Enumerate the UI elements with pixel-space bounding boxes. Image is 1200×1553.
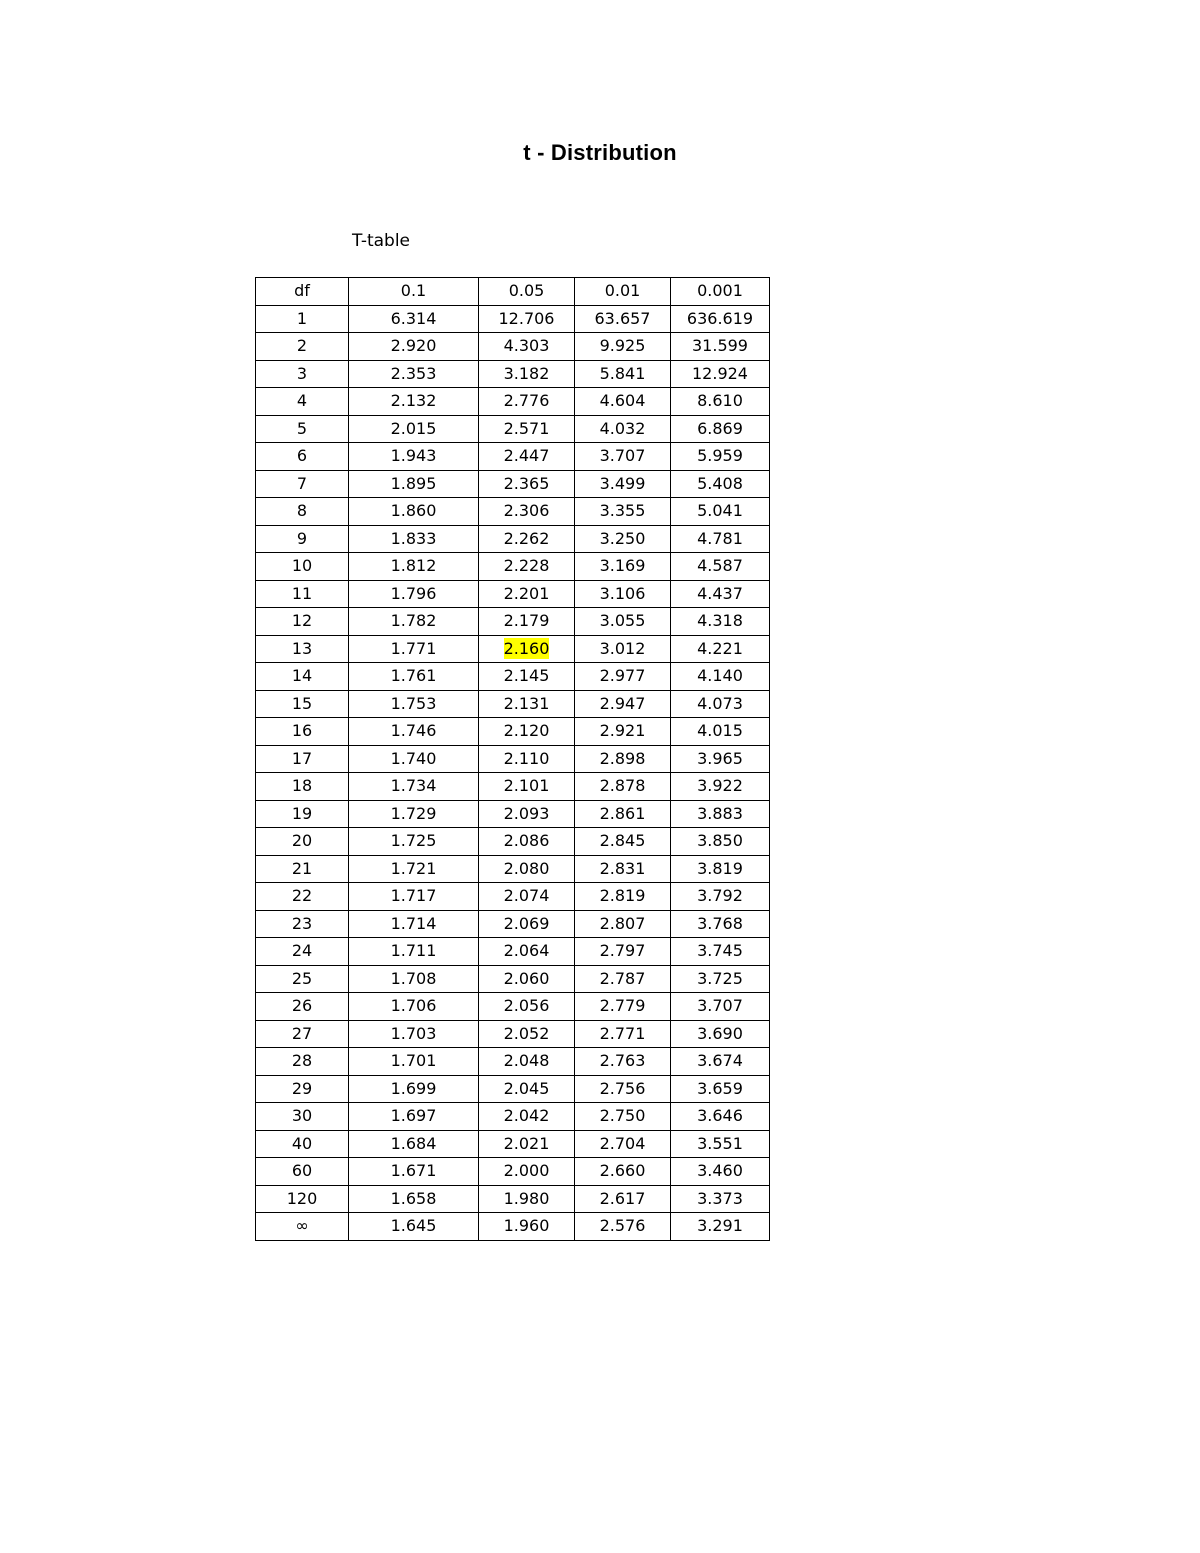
df-cell: 15 [256, 690, 349, 718]
value-cell: 1.860 [349, 498, 479, 526]
table-row [256, 690, 770, 718]
value-cell: 2.145 [479, 663, 575, 691]
df-cell: 28 [256, 1048, 349, 1076]
table-row [256, 883, 770, 911]
df-cell: 12 [256, 608, 349, 636]
value-cell: 4.032 [575, 415, 671, 443]
value-cell: 2.977 [575, 663, 671, 691]
value-cell: 2.750 [575, 1103, 671, 1131]
value-cell: 4.781 [671, 525, 770, 553]
df-cell: 11 [256, 580, 349, 608]
value-cell: 2.228 [479, 553, 575, 581]
value-cell: 2.353 [349, 360, 479, 388]
df-cell: 21 [256, 855, 349, 883]
df-cell: 60 [256, 1158, 349, 1186]
value-cell: 2.000 [479, 1158, 575, 1186]
value-cell: 4.587 [671, 553, 770, 581]
df-cell: 18 [256, 773, 349, 801]
value-cell: 2.845 [575, 828, 671, 856]
value-cell: 2.120 [479, 718, 575, 746]
value-cell: 3.745 [671, 938, 770, 966]
table-row [256, 938, 770, 966]
df-cell: 26 [256, 993, 349, 1021]
table-row [256, 800, 770, 828]
value-cell: 6.314 [349, 305, 479, 333]
df-cell: 1 [256, 305, 349, 333]
value-cell: 2.617 [575, 1185, 671, 1213]
value-cell: 3.707 [575, 443, 671, 471]
value-cell: 2.101 [479, 773, 575, 801]
value-cell: 3.169 [575, 553, 671, 581]
value-cell: 2.056 [479, 993, 575, 1021]
value-cell: 1.708 [349, 965, 479, 993]
value-cell: 2.898 [575, 745, 671, 773]
header-alpha-0.1: 0.1 [349, 278, 479, 306]
table-row [256, 965, 770, 993]
value-cell: 1.734 [349, 773, 479, 801]
df-cell: 120 [256, 1185, 349, 1213]
value-cell: 2.947 [575, 690, 671, 718]
value-cell: 2.776 [479, 388, 575, 416]
value-cell: 4.604 [575, 388, 671, 416]
value-cell: 5.041 [671, 498, 770, 526]
value-cell: 2.365 [479, 470, 575, 498]
value-cell: 2.069 [479, 910, 575, 938]
df-cell: 9 [256, 525, 349, 553]
value-cell: 3.055 [575, 608, 671, 636]
value-cell: 2.201 [479, 580, 575, 608]
highlighted-value: 2.160 [503, 638, 550, 658]
value-cell: 1.753 [349, 690, 479, 718]
table-row [256, 1213, 770, 1241]
value-cell: 1.761 [349, 663, 479, 691]
value-cell: 3.690 [671, 1020, 770, 1048]
value-cell: 1.980 [479, 1185, 575, 1213]
df-cell: 40 [256, 1130, 349, 1158]
table-row [256, 635, 770, 663]
value-cell: 2.052 [479, 1020, 575, 1048]
value-cell: 1.833 [349, 525, 479, 553]
df-cell: 29 [256, 1075, 349, 1103]
table-body [256, 278, 770, 1241]
value-cell: 3.355 [575, 498, 671, 526]
table-row [256, 1048, 770, 1076]
value-cell: 3.819 [671, 855, 770, 883]
table-row [256, 663, 770, 691]
table-row [256, 1130, 770, 1158]
value-cell: 1.725 [349, 828, 479, 856]
value-cell: 63.657 [575, 305, 671, 333]
value-cell: 4.303 [479, 333, 575, 361]
df-cell: 5 [256, 415, 349, 443]
df-cell: 23 [256, 910, 349, 938]
value-cell: 2.064 [479, 938, 575, 966]
df-cell: 25 [256, 965, 349, 993]
value-cell: 3.250 [575, 525, 671, 553]
value-cell: 4.318 [671, 608, 770, 636]
table-row [256, 745, 770, 773]
value-cell: 4.221 [671, 635, 770, 663]
value-cell: 9.925 [575, 333, 671, 361]
value-cell: 1.943 [349, 443, 479, 471]
table-caption: T-table [352, 231, 411, 251]
value-cell [479, 635, 575, 663]
value-cell: 1.697 [349, 1103, 479, 1131]
value-cell: 2.093 [479, 800, 575, 828]
table-row [256, 415, 770, 443]
value-cell: 3.922 [671, 773, 770, 801]
value-cell: 2.771 [575, 1020, 671, 1048]
header-alpha-0.05: 0.05 [479, 278, 575, 306]
table-row [256, 608, 770, 636]
value-cell: 2.920 [349, 333, 479, 361]
table-row [256, 305, 770, 333]
value-cell: 636.619 [671, 305, 770, 333]
df-cell: 16 [256, 718, 349, 746]
value-cell: 5.841 [575, 360, 671, 388]
df-cell: 4 [256, 388, 349, 416]
table-row [256, 553, 770, 581]
value-cell: 3.707 [671, 993, 770, 1021]
value-cell: 2.131 [479, 690, 575, 718]
df-cell: ∞ [256, 1213, 349, 1241]
value-cell: 2.807 [575, 910, 671, 938]
value-cell: 2.015 [349, 415, 479, 443]
value-cell: 1.645 [349, 1213, 479, 1241]
value-cell: 2.048 [479, 1048, 575, 1076]
value-cell: 2.704 [575, 1130, 671, 1158]
value-cell: 4.015 [671, 718, 770, 746]
table-row [256, 470, 770, 498]
value-cell: 1.796 [349, 580, 479, 608]
value-cell: 1.717 [349, 883, 479, 911]
value-cell: 2.576 [575, 1213, 671, 1241]
value-cell: 3.674 [671, 1048, 770, 1076]
value-cell: 2.660 [575, 1158, 671, 1186]
value-cell: 3.883 [671, 800, 770, 828]
table-row [256, 910, 770, 938]
table-row [256, 580, 770, 608]
value-cell: 1.714 [349, 910, 479, 938]
value-cell: 1.740 [349, 745, 479, 773]
value-cell: 2.179 [479, 608, 575, 636]
value-cell: 1.721 [349, 855, 479, 883]
value-cell: 2.861 [575, 800, 671, 828]
header-df: df [256, 278, 349, 306]
value-cell: 3.965 [671, 745, 770, 773]
value-cell: 3.499 [575, 470, 671, 498]
value-cell: 6.869 [671, 415, 770, 443]
df-cell: 22 [256, 883, 349, 911]
table-row [256, 525, 770, 553]
table-row [256, 828, 770, 856]
df-cell: 3 [256, 360, 349, 388]
value-cell: 3.551 [671, 1130, 770, 1158]
table-row [256, 855, 770, 883]
value-cell: 4.437 [671, 580, 770, 608]
value-cell: 3.768 [671, 910, 770, 938]
value-cell: 12.924 [671, 360, 770, 388]
value-cell: 1.671 [349, 1158, 479, 1186]
value-cell: 2.060 [479, 965, 575, 993]
value-cell: 3.659 [671, 1075, 770, 1103]
df-cell: 19 [256, 800, 349, 828]
value-cell: 1.960 [479, 1213, 575, 1241]
table-row [256, 773, 770, 801]
df-cell: 24 [256, 938, 349, 966]
df-cell: 8 [256, 498, 349, 526]
value-cell: 8.610 [671, 388, 770, 416]
value-cell: 1.812 [349, 553, 479, 581]
value-cell: 1.684 [349, 1130, 479, 1158]
value-cell: 1.706 [349, 993, 479, 1021]
table-row [256, 333, 770, 361]
value-cell: 2.042 [479, 1103, 575, 1131]
header-alpha-0.001: 0.001 [671, 278, 770, 306]
df-cell: 7 [256, 470, 349, 498]
table-row [256, 1020, 770, 1048]
value-cell: 2.779 [575, 993, 671, 1021]
value-cell: 2.262 [479, 525, 575, 553]
table-row [256, 1158, 770, 1186]
table-row [256, 443, 770, 471]
t-distribution-table [255, 277, 770, 1241]
value-cell: 1.895 [349, 470, 479, 498]
value-cell: 2.571 [479, 415, 575, 443]
df-cell: 27 [256, 1020, 349, 1048]
value-cell: 2.878 [575, 773, 671, 801]
value-cell: 2.921 [575, 718, 671, 746]
value-cell: 2.045 [479, 1075, 575, 1103]
value-cell: 2.074 [479, 883, 575, 911]
value-cell: 4.073 [671, 690, 770, 718]
value-cell: 1.701 [349, 1048, 479, 1076]
value-cell: 3.792 [671, 883, 770, 911]
header-alpha-0.01: 0.01 [575, 278, 671, 306]
df-cell: 20 [256, 828, 349, 856]
df-cell: 6 [256, 443, 349, 471]
value-cell: 1.658 [349, 1185, 479, 1213]
value-cell: 2.447 [479, 443, 575, 471]
value-cell: 2.797 [575, 938, 671, 966]
value-cell: 2.787 [575, 965, 671, 993]
df-cell: 14 [256, 663, 349, 691]
table-row [256, 498, 770, 526]
value-cell: 3.850 [671, 828, 770, 856]
table-row [256, 1185, 770, 1213]
value-cell: 1.782 [349, 608, 479, 636]
table-row [256, 993, 770, 1021]
value-cell: 2.086 [479, 828, 575, 856]
value-cell: 1.746 [349, 718, 479, 746]
value-cell: 1.771 [349, 635, 479, 663]
table-row [256, 1075, 770, 1103]
table-row [256, 1103, 770, 1131]
value-cell: 3.012 [575, 635, 671, 663]
df-cell: 17 [256, 745, 349, 773]
table-row [256, 388, 770, 416]
value-cell: 5.959 [671, 443, 770, 471]
value-cell: 3.725 [671, 965, 770, 993]
value-cell: 2.080 [479, 855, 575, 883]
value-cell: 3.373 [671, 1185, 770, 1213]
value-cell: 2.021 [479, 1130, 575, 1158]
value-cell: 2.756 [575, 1075, 671, 1103]
value-cell: 2.132 [349, 388, 479, 416]
table-header-row [256, 278, 770, 306]
page-title: t - Distribution [523, 140, 677, 165]
value-cell: 12.706 [479, 305, 575, 333]
value-cell: 2.110 [479, 745, 575, 773]
value-cell: 2.763 [575, 1048, 671, 1076]
value-cell: 3.182 [479, 360, 575, 388]
value-cell: 4.140 [671, 663, 770, 691]
value-cell: 2.306 [479, 498, 575, 526]
value-cell: 3.106 [575, 580, 671, 608]
value-cell: 3.460 [671, 1158, 770, 1186]
value-cell: 2.831 [575, 855, 671, 883]
value-cell: 1.711 [349, 938, 479, 966]
value-cell: 3.291 [671, 1213, 770, 1241]
value-cell: 3.646 [671, 1103, 770, 1131]
value-cell: 1.729 [349, 800, 479, 828]
df-cell: 13 [256, 635, 349, 663]
value-cell: 31.599 [671, 333, 770, 361]
df-cell: 2 [256, 333, 349, 361]
value-cell: 2.819 [575, 883, 671, 911]
value-cell: 1.703 [349, 1020, 479, 1048]
table-row [256, 360, 770, 388]
value-cell: 5.408 [671, 470, 770, 498]
table-row [256, 718, 770, 746]
df-cell: 10 [256, 553, 349, 581]
df-cell: 30 [256, 1103, 349, 1131]
value-cell: 1.699 [349, 1075, 479, 1103]
